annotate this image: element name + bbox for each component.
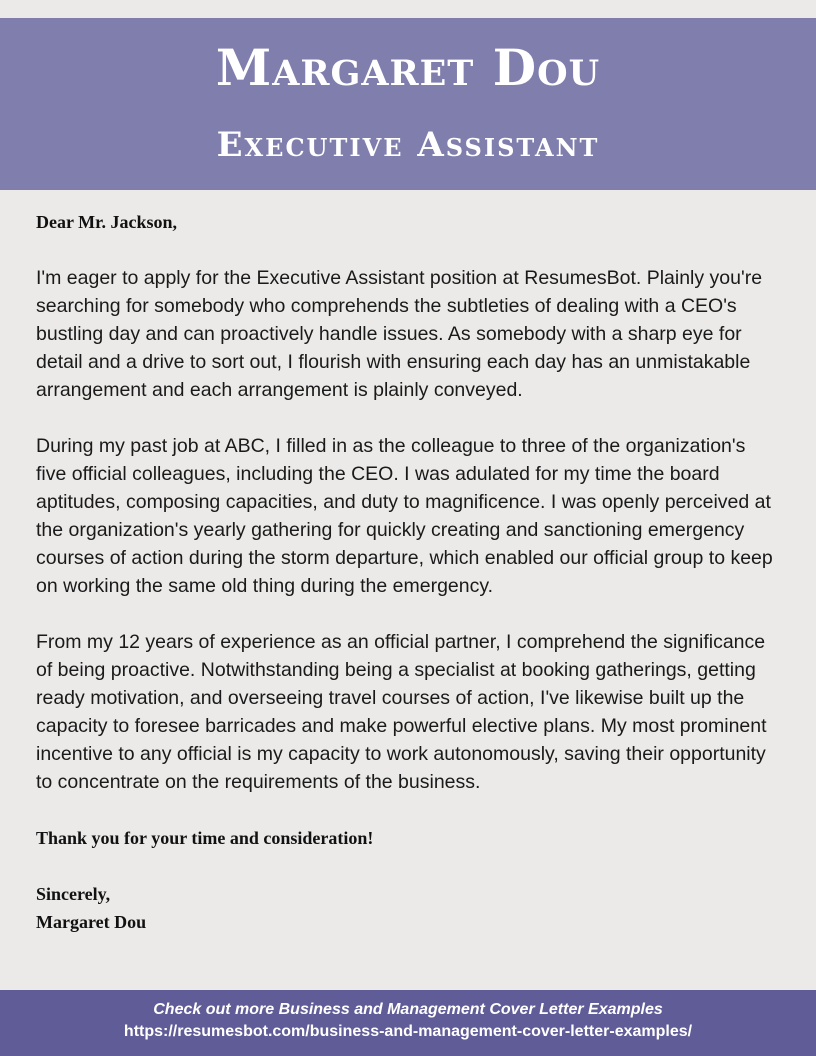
job-title: Executive Assistant xyxy=(216,125,600,165)
footer-promo-text: Check out more Business and Management Cover Letter Examples xyxy=(153,1001,663,1018)
cover-letter-body xyxy=(36,208,780,936)
paragraph-1: I'm eager to apply for the Executive Assistant position at ResumesBot. Plainly you're searching for somebody who comprehends the subtleties of dealing with a CEO's bustling day and can proactively handle issues. As somebody with a sharp eye for detail and a drive to sort out, I flourish with ensuring each day has an unmistakable arrangement and each arrangement is plainly conveyed. xyxy=(36,267,763,401)
top-strip xyxy=(0,0,816,18)
paragraph-2: During my past job at ABC, I filled in as the colleague to three of the organization's five official colleagues, including the CEO. I was adulated for my time the board aptitudes, composing capacities, and duty to magnificence. I was openly perceived at the organization's yearly gathering for quickly creating and sanctioning emergency courses of action during the storm departure, which enabled our official group to keep on working the same old thing during the emergency. xyxy=(36,435,773,597)
spacer xyxy=(36,600,780,628)
paragraph-3: From my 12 years of experience as an official partner, I comprehend the significance of being proactive. Notwithstanding being a specialist at booking gatherings, getting ready motivation, and overseeing travel courses of action, I've likewise built up the capacity to foresee barricades and make powerful elective plans. My most prominent incentive to any official is my capacity to work autonomously, saving their opportunity to concentrate on the requirements of the business. xyxy=(36,631,767,793)
applicant-name: Margaret Dou xyxy=(215,38,601,97)
closing: Sincerely, xyxy=(36,884,111,904)
footer-banner xyxy=(0,990,816,1056)
footer-examples-link[interactable]: https://resumesbot.com/business-and-management-cover-letter-examples/ xyxy=(123,1023,693,1040)
spacer xyxy=(36,852,780,880)
thank-you-line: Thank you for your time and consideration! xyxy=(36,828,374,848)
spacer xyxy=(36,236,780,264)
spacer xyxy=(36,796,780,824)
signature: Margaret Dou xyxy=(36,912,147,932)
salutation: Dear Mr. Jackson, xyxy=(36,212,177,232)
spacer xyxy=(36,404,780,432)
header-banner xyxy=(0,18,816,190)
